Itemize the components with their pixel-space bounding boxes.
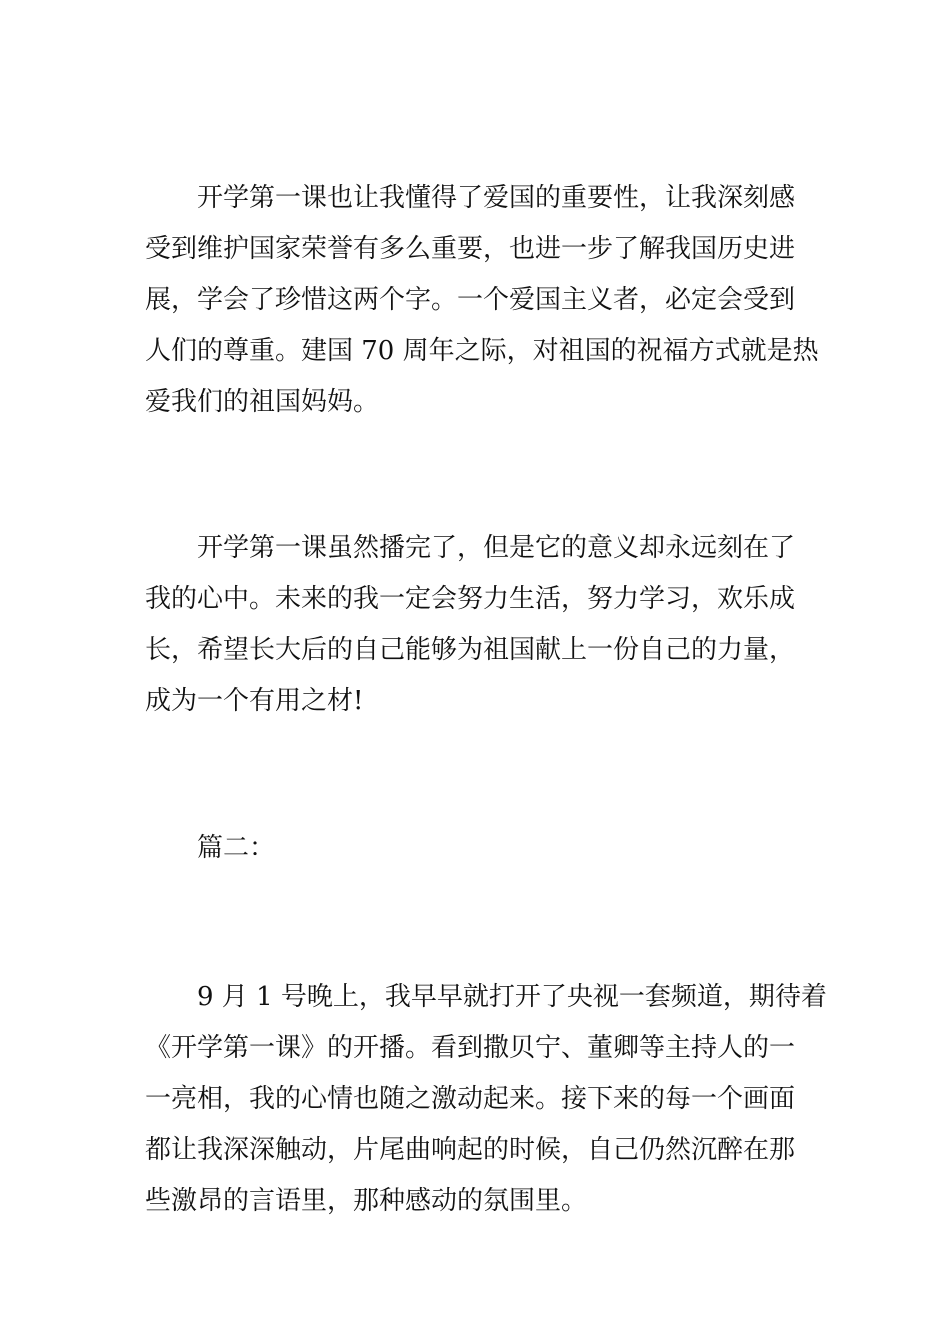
paragraph-3-line-5: 些激昂的言语里，那种感动的氛围里。 <box>145 1186 588 1216</box>
section-heading: 篇二： <box>197 833 276 863</box>
paragraph-3-line-2: 《开学第一课》的开播。看到撒贝宁、董卿等主持人的一 <box>145 1033 796 1063</box>
paragraph-1-line-1: 开学第一课也让我懂得了爱国的重要性，让我深刻感 <box>197 183 796 213</box>
paragraph-1-line-3: 展，学会了珍惜这两个字。一个爱国主义者，必定会受到 <box>145 285 796 315</box>
paragraph-1-line-5: 爱我们的祖国妈妈。 <box>145 387 380 417</box>
paragraph-2-line-2: 我的心中。未来的我一定会努力生活，努力学习，欢乐成 <box>145 584 796 614</box>
paragraph-2-line-4: 成为一个有用之材! <box>145 686 364 716</box>
paragraph-1-line-2: 受到维护国家荣誉有多么重要，也进一步了解我国历史进 <box>145 234 796 264</box>
paragraph-3-line-4: 都让我深深触动，片尾曲响起的时候，自己仍然沉醉在那 <box>145 1135 796 1165</box>
paragraph-2-line-1: 开学第一课虽然播完了，但是它的意义却永远刻在了 <box>197 533 796 563</box>
paragraph-3-line-1: 9 月 1 号晚上，我早早就打开了央视一套频道，期待着 <box>197 982 827 1012</box>
paragraph-2-line-3: 长，希望长大后的自己能够为祖国献上一份自己的力量， <box>145 635 796 665</box>
paragraph-3-line-3: 一亮相，我的心情也随之激动起来。接下来的每一个画面 <box>145 1084 796 1114</box>
paragraph-1-line-4: 人们的尊重。建国 70 周年之际，对祖国的祝福方式就是热 <box>145 336 819 366</box>
